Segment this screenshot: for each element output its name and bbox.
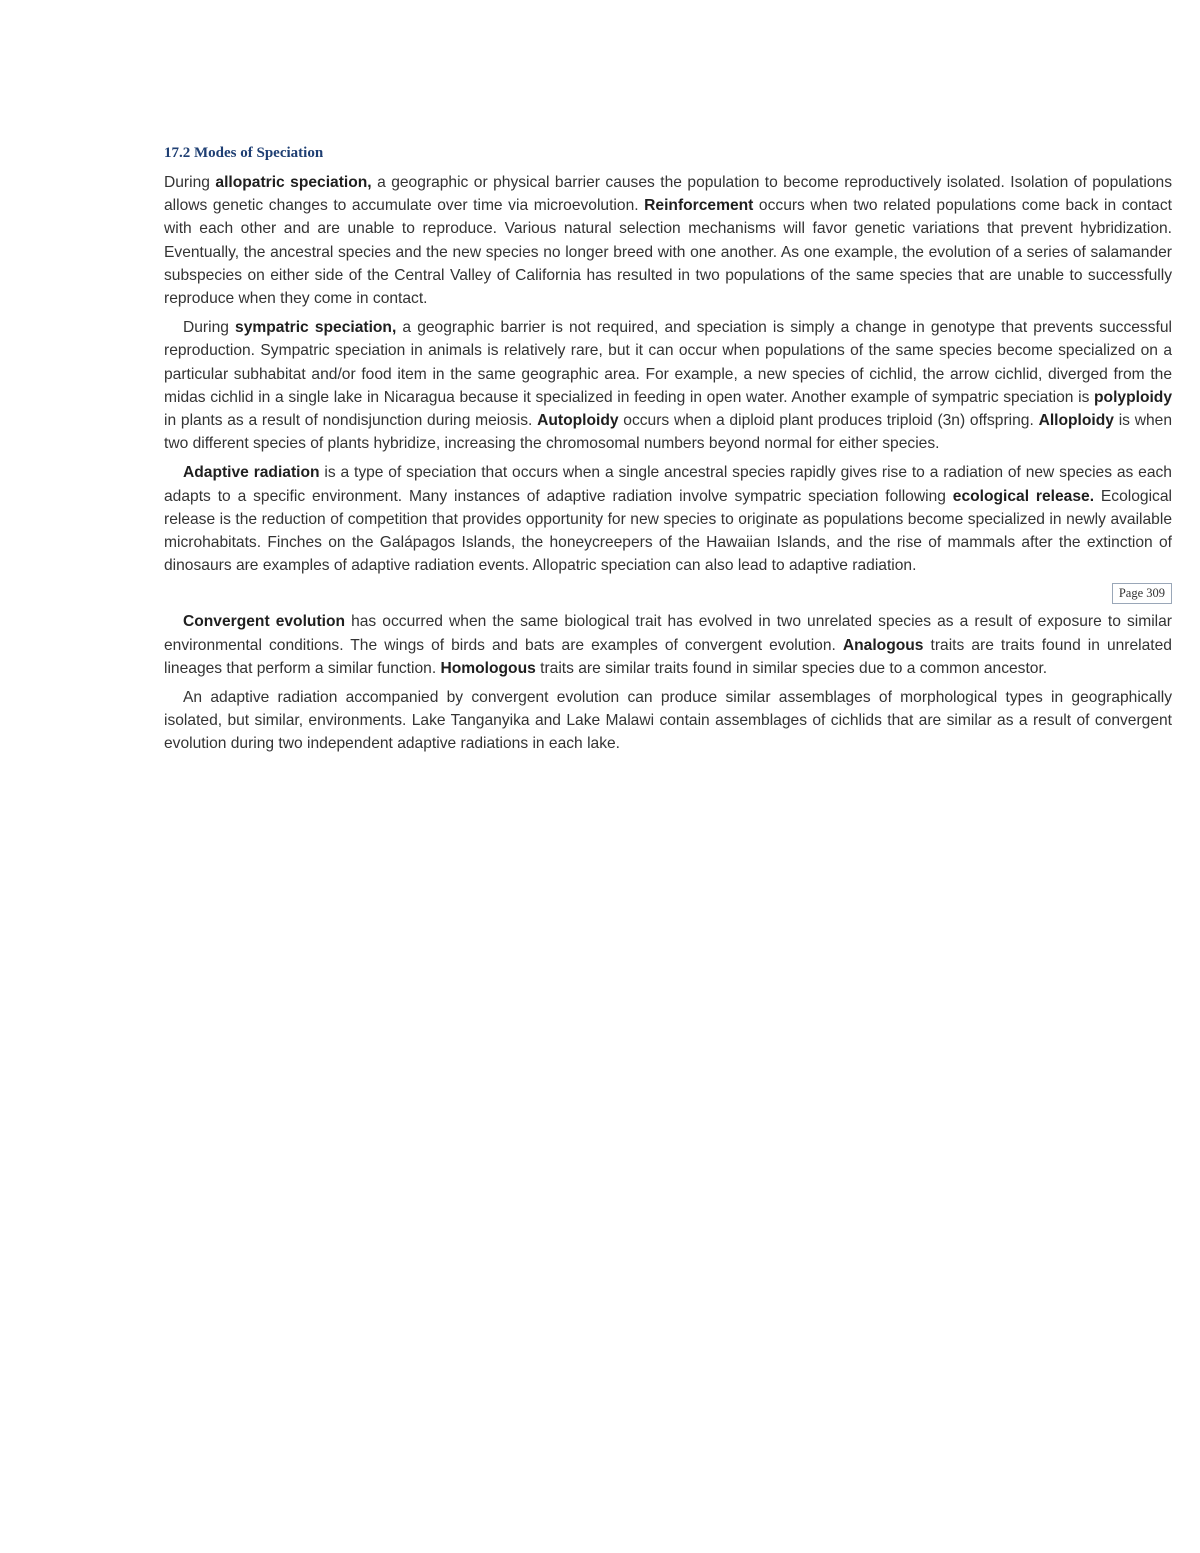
term-reinforcement: Reinforcement — [644, 197, 754, 215]
text-span: a geographic or physical barrier causes the population to become reproductively isolated. Isolation of populations allows genetic changes to accumulate over time via microevolution. — [164, 174, 1172, 215]
paragraph-allopatric — [164, 171, 1172, 310]
term-adaptive-radiation: Adaptive radiation — [183, 464, 320, 482]
term-allopatric-speciation: allopatric speciation, — [215, 174, 372, 191]
paragraph-adaptive-convergent — [164, 686, 1172, 756]
term-alloploidy: Alloploidy — [1038, 412, 1114, 430]
text-span: An adaptive radiation accompanied by convergent evolution can produce similar assemblages of morphological types in geographically isolated, but similar, environments. Lake Tanganyika and Lake Malawi contain assemblages of cichlids that are similar as a result of convergent evolution during two independent adaptive radiations in each lake. — [164, 689, 1172, 753]
text-span: occurs when a diploid plant produces triploid (3n) offspring. — [618, 412, 1039, 430]
text-span: Ecological release is the reduction of competition that provides opportunity for new species to originate as populations become specialized in newly available microhabitats. Finches on the Galápagos Islands, the honeycreepers of the Hawaiian Islands, and the rise of mammals after the extinction of dinosaurs are examples of adaptive radiation events. Allopatric speciation can also lead to adaptive radiation. — [164, 487, 1172, 575]
text-span: has occurred when the same biological trait has evolved in two unrelated species as a result of exposure to similar environmental conditions. The wings of birds and bats are examples of convergent evolution. — [164, 613, 1172, 654]
term-sympatric-speciation: sympatric speciation, — [235, 319, 397, 337]
text-span: in plants as a result of nondisjunction during meiosis. — [164, 412, 538, 430]
text-span: During — [164, 174, 216, 191]
document-page — [164, 143, 1172, 762]
section-heading: 17.2 Modes of Speciation — [164, 145, 324, 161]
term-convergent-evolution: Convergent evolution — [183, 613, 346, 631]
paragraph-adaptive-radiation — [164, 461, 1172, 577]
text-span: traits are traits found in unrelated lineages that perform a similar function. — [164, 636, 1172, 677]
page-marker-row — [164, 583, 1172, 604]
term-polyploidy: polyploidy — [1094, 388, 1172, 406]
term-autoploidy: Autoploidy — [537, 412, 619, 430]
paragraph-convergent-evolution — [164, 610, 1172, 680]
text-span: traits are similar traits found in similar species due to a common ancestor. — [535, 659, 1048, 677]
term-homologous: Homologous — [440, 659, 536, 677]
page-marker: Page 309 — [1112, 583, 1172, 604]
text-span: occurs when two related populations come back in contact with each other and are unable to reproduce. Various natural selection mechanisms will favor genetic variations that prevent hybridization. Eventually, the ancestral species and the new species no longer breed with one another. As one example, the evolution of a series of salamander subspecies on either side of the Central Valley of California has resulted in two populations of the same species that are unable to successfully reproduce when they come in contact. — [164, 197, 1172, 308]
text-span: During — [183, 319, 236, 337]
text-span: a geographic barrier is not required, and speciation is simply a change in genotype that prevents successful reproduction. Sympatric speciation in animals is relatively rare, but it can occur when populations of the same species become specialized on a particular subhabitat and/or food item in the same geographic area. For example, a new species of cichlid, the arrow cichlid, diverged from the midas cichlid in a single lake in Nicaragua because it specialized in feeding in open water. Another example of sympatric speciation is — [164, 319, 1172, 406]
text-span: is when two different species of plants hybridize, increasing the chromosomal numbers beyond normal for either species. — [164, 412, 1172, 453]
term-analogous: Analogous — [842, 636, 924, 654]
text-span: is a type of speciation that occurs when a single ancestral species rapidly gives rise to a radiation of new species as each adapts to a specific environment. Many instances of adaptive radiation involve sympatric speciation following — [164, 464, 1172, 505]
term-ecological-release: ecological release. — [952, 487, 1095, 505]
paragraph-sympatric — [164, 316, 1172, 455]
